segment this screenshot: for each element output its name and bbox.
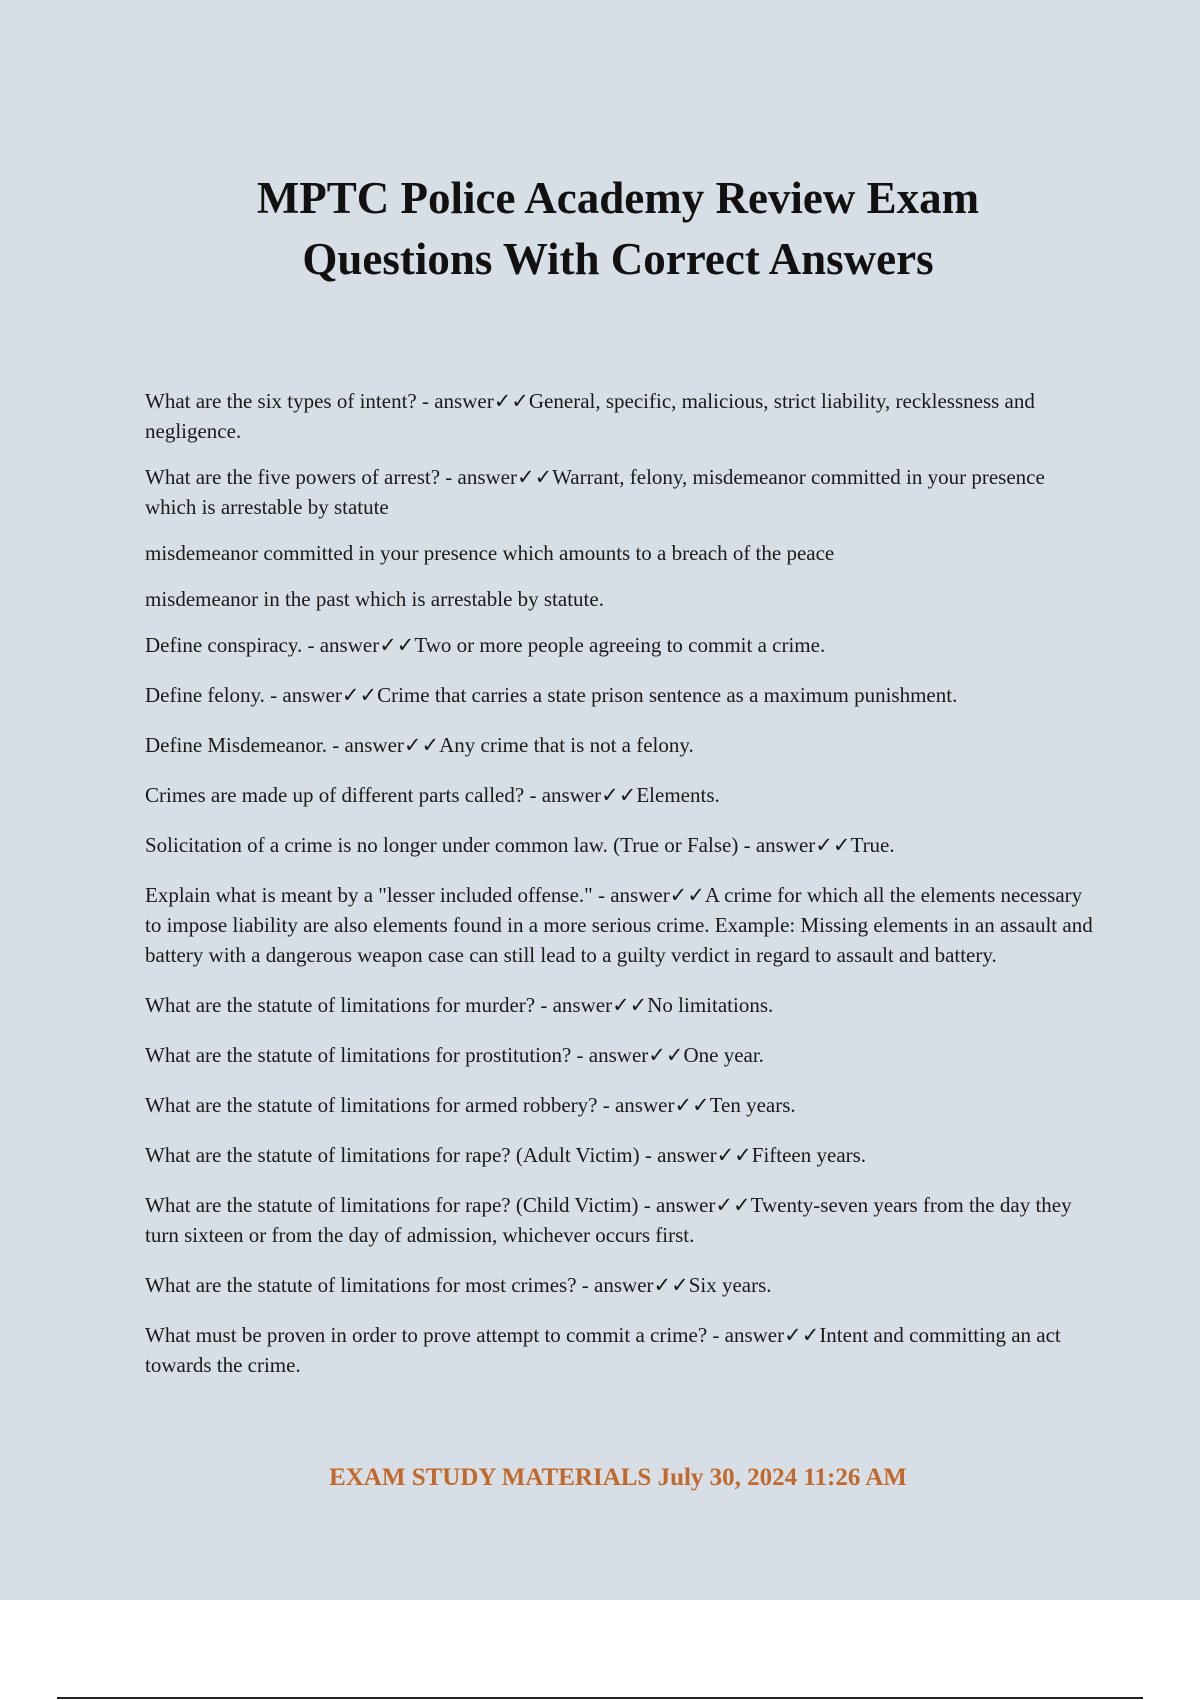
- qa-entry: Explain what is meant by a "lesser included offense." - answer✓✓A crime for which all the elements necessary to impose liability are also elements found in a more serious crime. Example: Missing elements in an assault and battery with a dangerous weapon case can still lead to a guilty verdict in regard to assault and battery.: [145, 883, 1093, 967]
- title-line-1: MPTC Police Academy Review Exam: [256, 173, 980, 223]
- qa-entry: What are the statute of limitations for rape? (Adult Victim) - answer✓✓Fifteen years.: [145, 1143, 867, 1167]
- document-title: [0, 168, 1200, 290]
- bottom-divider: [57, 1697, 1143, 1699]
- qa-entry: Define conspiracy. - answer✓✓Two or more people agreeing to commit a crime.: [145, 633, 826, 657]
- qa-entry: Solicitation of a crime is no longer under common law. (True or False) - answer✓✓True.: [145, 833, 895, 857]
- qa-entry: What are the statute of limitations for most crimes? - answer✓✓Six years.: [145, 1273, 772, 1297]
- qa-entry: What are the six types of intent? - answer✓✓General, specific, malicious, strict liability, recklessness and negligence.: [145, 389, 1035, 443]
- qa-entry: What are the statute of limitations for murder? - answer✓✓No limitations.: [145, 993, 774, 1017]
- qa-entry: What are the five powers of arrest? - answer✓✓Warrant, felony, misdemeanor committed in your presence which is arrestable by statute: [145, 465, 1045, 519]
- qa-entry: Define felony. - answer✓✓Crime that carries a state prison sentence as a maximum punishment.: [145, 683, 958, 707]
- qa-entry: What must be proven in order to prove attempt to commit a crime? - answer✓✓Intent and committing an act towards the crime.: [145, 1323, 1061, 1377]
- qa-entry: misdemeanor committed in your presence which amounts to a breach of the peace: [145, 541, 835, 565]
- qa-entry: What are the statute of limitations for rape? (Child Victim) - answer✓✓Twenty-seven years from the day they turn sixteen or from the day of admission, whichever occurs first.: [145, 1193, 1072, 1247]
- qa-entry: misdemeanor in the past which is arrestable by statute.: [145, 587, 604, 611]
- qa-list: [145, 386, 1095, 1400]
- qa-entry: Crimes are made up of different parts called? - answer✓✓Elements.: [145, 783, 720, 807]
- qa-entry: Define Misdemeanor. - answer✓✓Any crime that is not a felony.: [145, 733, 694, 757]
- title-line-2: Questions With Correct Answers: [302, 234, 934, 284]
- qa-entry: What are the statute of limitations for prostitution? - answer✓✓One year.: [145, 1043, 764, 1067]
- study-materials-note: EXAM STUDY MATERIALS July 30, 2024 11:26 AM: [329, 1464, 907, 1491]
- qa-entry: What are the statute of limitations for armed robbery? - answer✓✓Ten years.: [145, 1093, 796, 1117]
